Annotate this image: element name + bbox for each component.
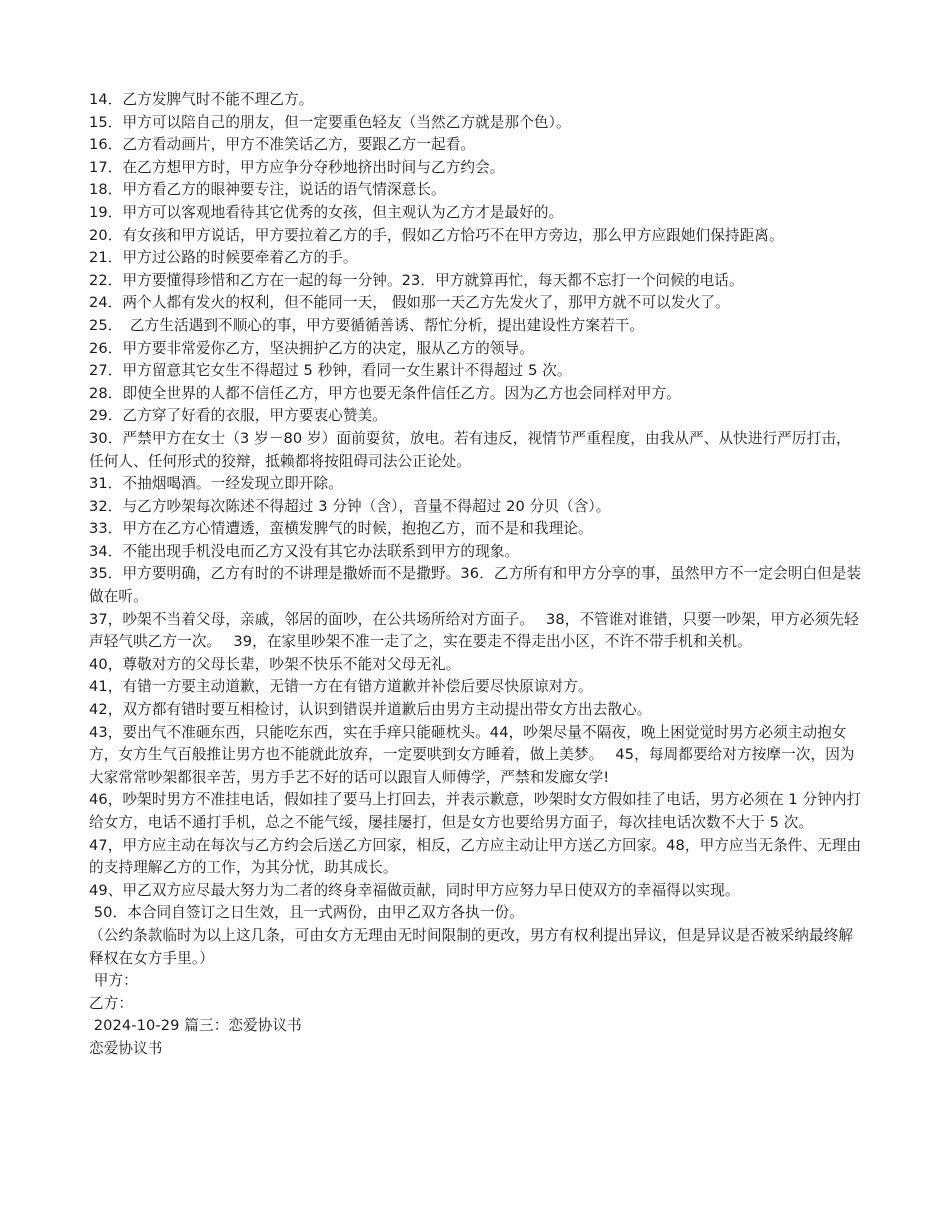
clause-47-48: 47，甲方应主动在每次与乙方约会后送乙方回家，相反，乙方应主动让甲方送乙方回家。48，甲方应当无条件、无理由的支持理解乙方的工作，为其分忧，助其成长。 — [89, 836, 862, 877]
clause-37-39: 37，吵架不当着父母，亲戚，邻居的面吵，在公共场所给对方面子。 38，不管谁对谁错，只要一吵架，甲方必须先轻声轻气哄乙方一次。 39，在家里吵架不准一走了之，实在要走不得走出小区，不许不带手机和关机。 — [89, 610, 859, 651]
clause-21: 21．甲方过公路的时候要牵着乙方的手。 — [89, 249, 358, 267]
party-a-label: 甲方： — [89, 972, 138, 990]
clause-33: 33．甲方在乙方心情遭透，蛮横发脾气的时候，抱抱乙方，而不是和我理论。 — [89, 520, 593, 538]
clause-46: 46，吵架时男方不准挂电话，假如挂了要马上打回去，并表示歉意，吵架时女方假如挂了电话，男方必须在 1 分钟内打给女方，电话不通打手机，总之不能气绥，屡挂屡打，但是女方也要给男方面子，每次挂电话次数不大于 5 次。 — [89, 791, 862, 831]
clause-41: 41，有错一方要主动道歉，无错一方在有错方道歉并补偿后要尽快原谅对方。 — [89, 678, 593, 696]
clause-42: 42，双方都有错时要互相检讨，认识到错误并道歉后由男方主动提出带女方出去散心。 — [89, 701, 652, 719]
date-section-heading: 2024-10-29 篇三：恋爱协议书 — [89, 1017, 302, 1035]
clause-40: 40，尊敬对方的父母长辈，吵架不快乐不能对父母无礼。 — [89, 655, 461, 673]
clause-30: 30．严禁甲方在女士（3 岁－80 岁）面前耍贫，放电。若有违反，视情节严重程度，由我从严、从快进行严厉打击，任何人、任何形式的狡辩，抵赖都将按阻碍司法公正论处。 — [89, 429, 851, 470]
note-paragraph: （公约条款临时为以上这几条，可由女方无理由无时间限制的更改，男方有权利提出异议，但是异议是否被采纳最终解释权在女方手里。） — [89, 926, 854, 967]
clause-17: 17．在乙方想甲方时，甲方应争分夺秒地挤出时间与乙方约会。 — [89, 158, 505, 176]
document-body — [89, 89, 864, 1061]
clause-27: 27．甲方留意其它女生不得超过 5 秒钟，看同一女生累计不得超过 5 次。 — [89, 362, 572, 380]
document-title: 恋爱协议书 — [89, 1039, 163, 1057]
clause-49: 49、甲乙双方应尽最大努力为二者的终身幸福做贡献，同时甲方应努力早日使双方的幸福得以实现。 — [89, 881, 740, 899]
clause-20: 20．有女孩和甲方说话，甲方要拉着乙方的手，假如乙方恰巧不在甲方旁边，那么甲方应跟她们保持距离。 — [89, 226, 784, 244]
clause-14: 14．乙方发脾气时不能不理乙方。 — [89, 91, 314, 108]
clause-22-23: 22．甲方要懂得珍惜和乙方在一起的每一分钟。23．甲方就算再忙，每天都不忘打一个问候的电话。 — [89, 271, 744, 289]
clause-25: 25． 乙方生活遇到不顺心的事，甲方要循循善诱、帮忙分析，提出建设性方案若干。 — [89, 316, 645, 334]
clause-29: 29．乙方穿了好看的衣服，甲方要衷心赞美。 — [89, 407, 387, 425]
clause-24: 24．两个人都有发火的权利，但不能同一天， 假如那一天乙方先发火了，那甲方就不可以发火了。 — [89, 294, 730, 312]
party-b-label: 乙方： — [89, 994, 134, 1012]
clause-15: 15．甲方可以陪自己的朋友，但一定要重色轻友（当然乙方就是那个色）。 — [89, 113, 571, 131]
clause-16: 16．乙方看动画片，甲方不准笑话乙方，要跟乙方一起看。 — [89, 136, 476, 154]
clause-31: 31．不抽烟喝酒。一经发现立即开除。 — [89, 475, 343, 493]
clause-43-45: 43，要出气不准砸东西，只能吃东西，实在手痒只能砸枕头。44，吵架尽量不隔夜，晚上困觉觉时男方必须主动抱女方，女方生气百般推让男方也不能就此放弃，一定要哄到女方睡着，做上美梦。 45，每周都要给对方按摩一次，因为大家常常吵架都很辛苦，男方手艺不好的话可以跟盲人师傅学，严禁和发廊女学! — [89, 723, 855, 786]
clause-26: 26．甲方要非常爱你乙方，坚决拥护乙方的决定，服从乙方的领导。 — [89, 339, 534, 357]
clause-32: 32．与乙方吵架每次陈述不得超过 3 分钟（含），音量不得超过 20 分贝（含）。 — [89, 497, 611, 515]
clause-35-36: 35．甲方要明确，乙方有时的不讲理是撒娇而不是撒野。36．乙方所有和甲方分享的事，虽然甲方不一定会明白但是装做在听。 — [89, 565, 862, 606]
clause-50: 50．本合同自签订之日生效，且一式两份，由甲乙双方各执一份。 — [89, 904, 524, 922]
clause-19: 19．甲方可以客观地看待其它优秀的女孩，但主观认为乙方才是最好的。 — [89, 203, 564, 221]
clause-34: 34．不能出现手机没电而乙方又没有其它办法联系到甲方的现象。 — [89, 542, 520, 560]
clause-18: 18．甲方看乙方的眼神要专注，说话的语气情深意长。 — [89, 181, 446, 199]
clause-28: 28．即使全世界的人都不信任乙方，甲方也要无条件信任乙方。因为乙方也会同样对甲方。 — [89, 384, 681, 402]
